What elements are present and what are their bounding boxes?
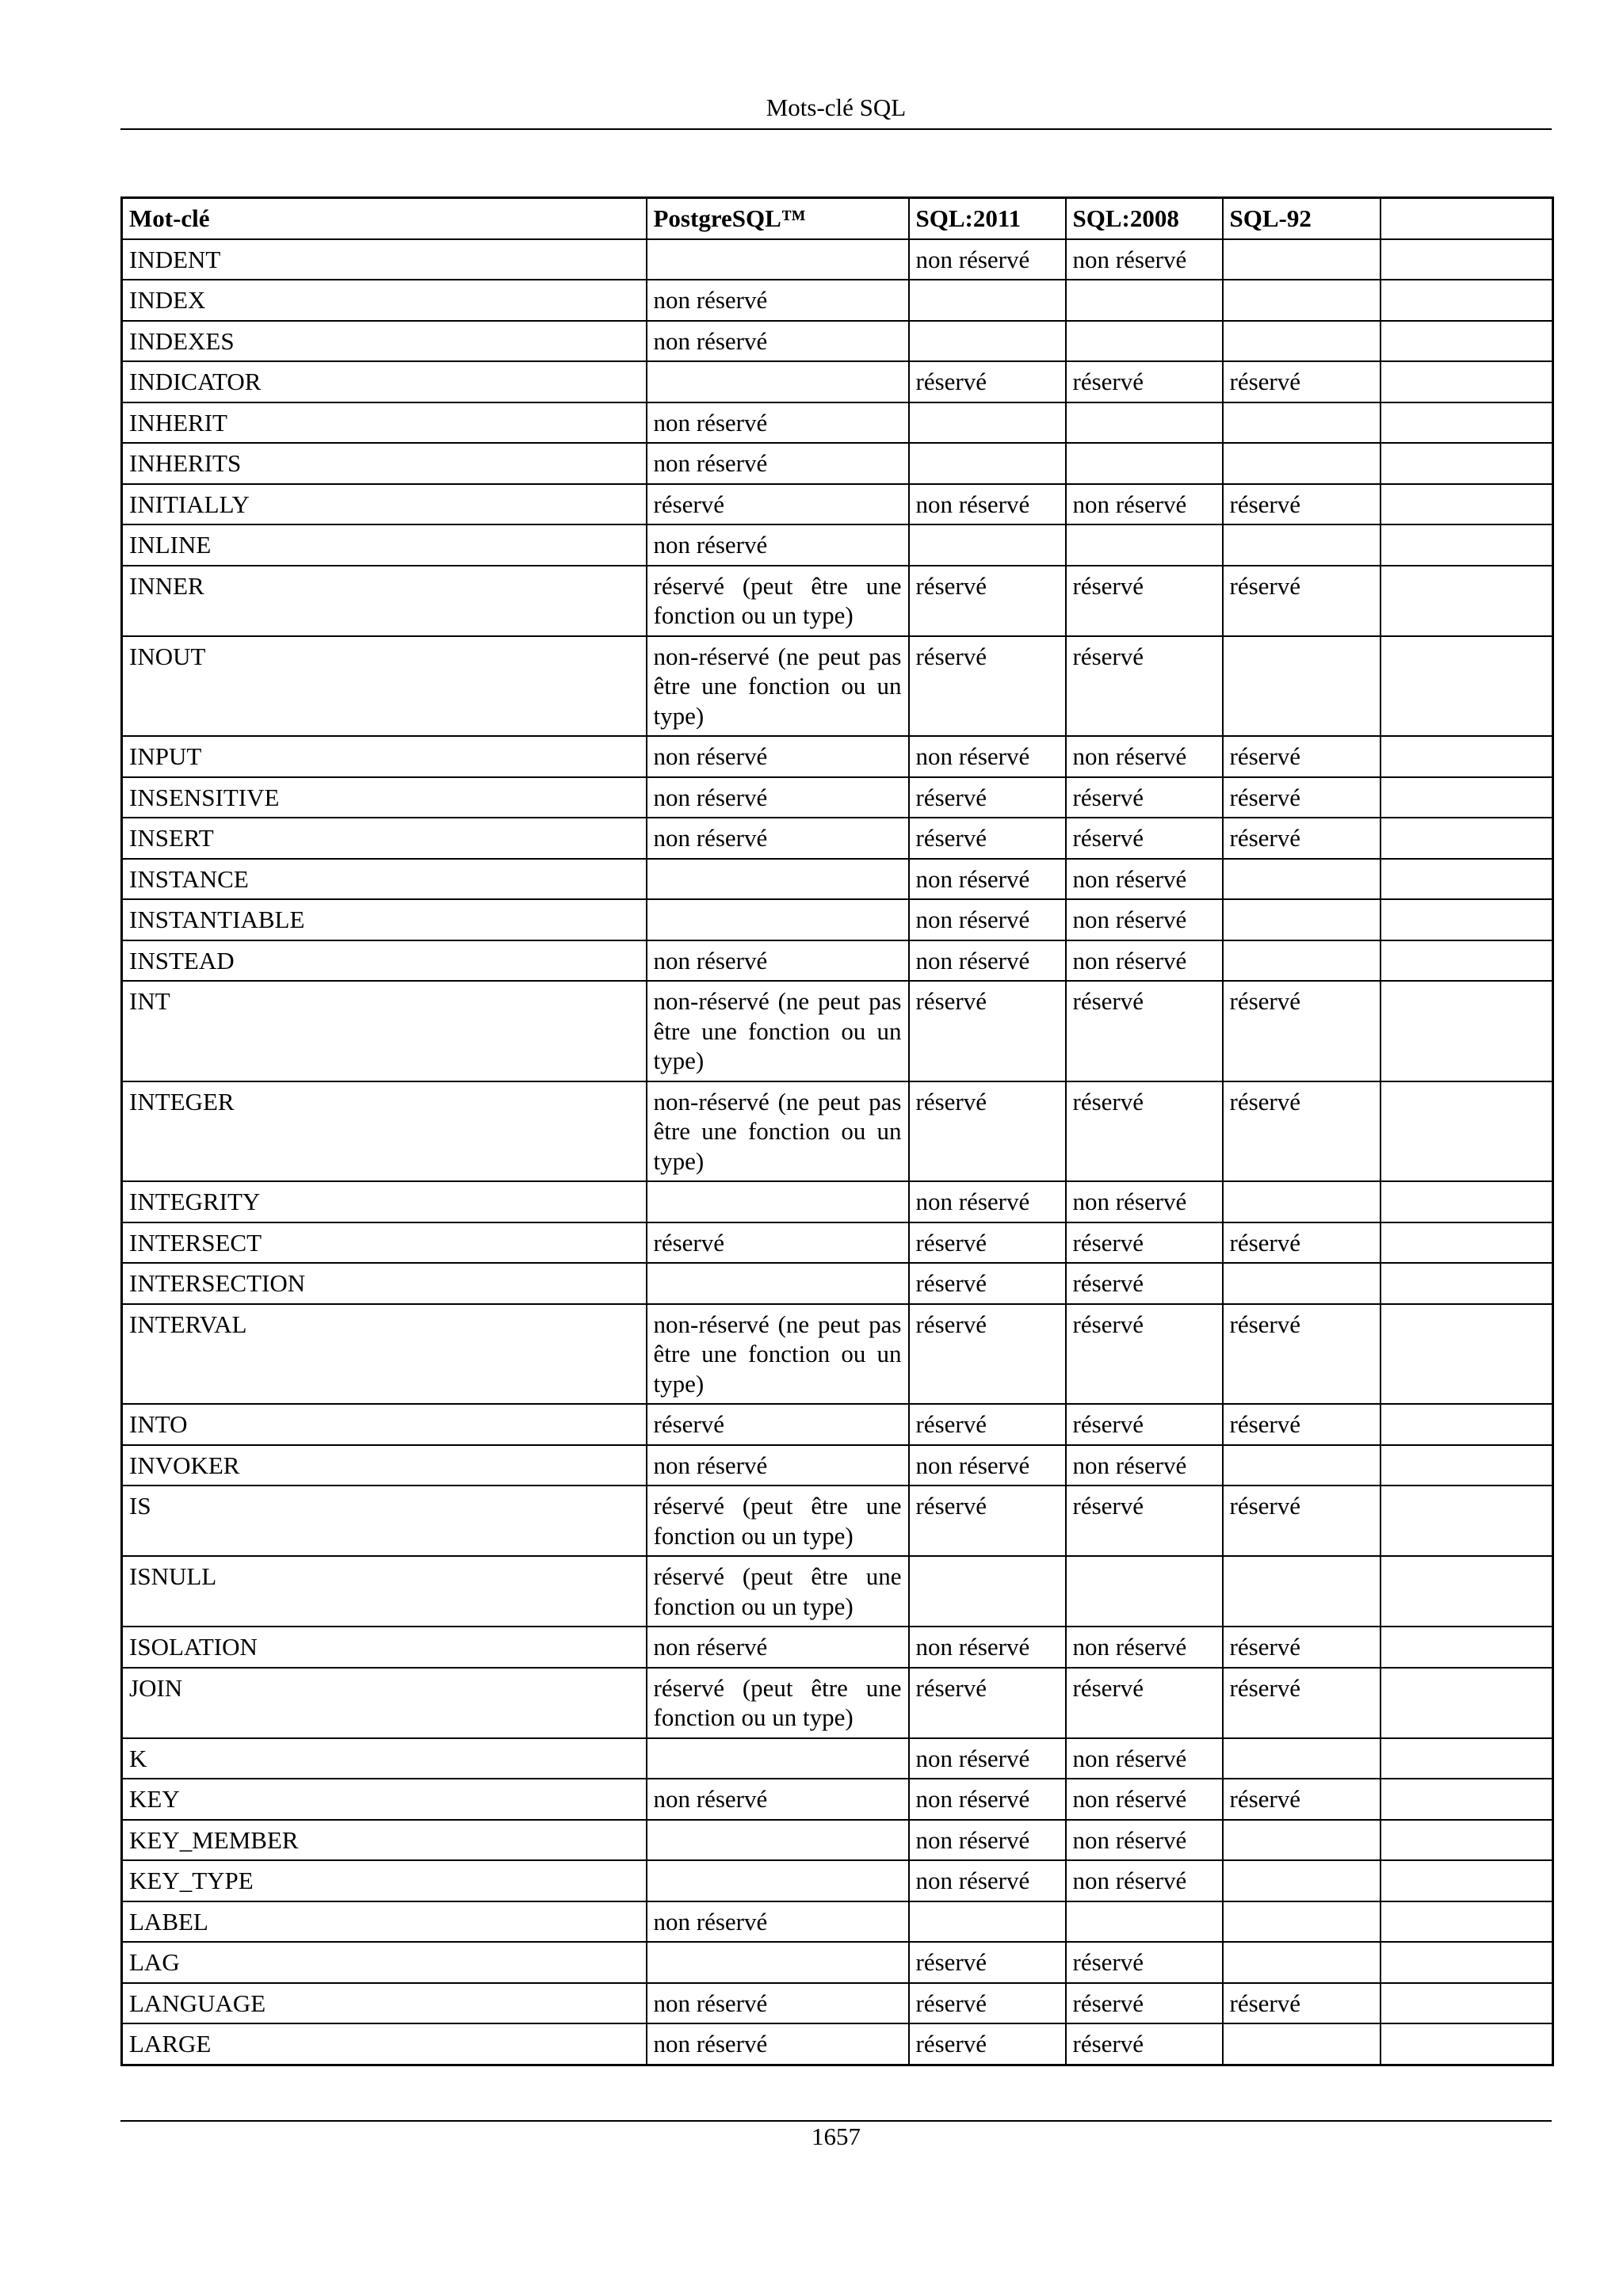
sql2011-cell: non réservé [909, 1181, 1066, 1222]
empty-cell [1381, 1486, 1553, 1556]
sql2011-cell: réservé [909, 361, 1066, 402]
empty-cell [1381, 1983, 1553, 2024]
sql92-cell [1223, 1738, 1381, 1779]
table-row [122, 899, 1553, 940]
keyword-cell: INITIALLY [122, 484, 647, 525]
table-row [122, 736, 1553, 777]
sql2008-cell: réservé [1066, 1404, 1223, 1445]
sql2011-cell: non réservé [909, 239, 1066, 280]
keyword-cell: INDICATOR [122, 361, 647, 402]
table-row [122, 1901, 1553, 1943]
sql2008-cell: réservé [1066, 1983, 1223, 2024]
keyword-cell: INSENSITIVE [122, 777, 647, 818]
table-row [122, 859, 1553, 900]
sql2011-cell [909, 1901, 1066, 1943]
keyword-cell: INSERT [122, 818, 647, 859]
sql2008-cell: non réservé [1066, 899, 1223, 940]
column-header-sql2011: SQL:2011 [909, 198, 1066, 239]
empty-cell [1381, 1081, 1553, 1182]
table-row [122, 280, 1553, 321]
sql2008-cell [1066, 1901, 1223, 1943]
table-row [122, 1263, 1553, 1304]
sql2008-cell [1066, 321, 1223, 362]
empty-cell [1381, 1263, 1553, 1304]
keyword-cell: LARGE [122, 2023, 647, 2065]
sql2011-cell: réservé [909, 566, 1066, 636]
sql2008-cell: réservé [1066, 981, 1223, 1081]
postgresql-cell [647, 859, 909, 900]
sql2008-cell [1066, 402, 1223, 444]
table-row [122, 566, 1553, 636]
sql2008-cell [1066, 280, 1223, 321]
keyword-cell: LAG [122, 1942, 647, 1983]
empty-cell [1381, 899, 1553, 940]
sql92-cell [1223, 1263, 1381, 1304]
sql2011-cell: non réservé [909, 1860, 1066, 1901]
sql2011-cell: non réservé [909, 736, 1066, 777]
empty-cell [1381, 1556, 1553, 1627]
sql2008-cell: réservé [1066, 1486, 1223, 1556]
sql92-cell: réservé [1223, 1668, 1381, 1738]
table-row [122, 484, 1553, 525]
sql2008-cell: non réservé [1066, 1181, 1223, 1222]
postgresql-cell [647, 1942, 909, 1983]
sql2011-cell: réservé [909, 1486, 1066, 1556]
header-rule [120, 128, 1552, 130]
table-body [122, 239, 1553, 2065]
keyword-cell: INDEXES [122, 321, 647, 362]
sql2011-cell: réservé [909, 981, 1066, 1081]
empty-cell [1381, 566, 1553, 636]
postgresql-cell: réservé (peut être une fonction ou un type) [647, 1668, 909, 1738]
empty-cell [1381, 484, 1553, 525]
empty-cell [1381, 1779, 1553, 1820]
sql2008-cell: réservé [1066, 777, 1223, 818]
postgresql-cell: non réservé [647, 818, 909, 859]
sql2011-cell [909, 524, 1066, 566]
sql2011-cell [909, 321, 1066, 362]
empty-cell [1381, 736, 1553, 777]
sql2008-cell: non réservé [1066, 484, 1223, 525]
table-row [122, 239, 1553, 280]
empty-cell [1381, 1942, 1553, 1983]
keyword-cell: IS [122, 1486, 647, 1556]
table-row [122, 321, 1553, 362]
keyword-cell: INSTEAD [122, 940, 647, 982]
column-header-keyword: Mot-clé [122, 198, 647, 239]
sql2011-cell: réservé [909, 818, 1066, 859]
sql2008-cell [1066, 1556, 1223, 1627]
table-row [122, 2023, 1553, 2065]
sql2008-cell: non réservé [1066, 940, 1223, 982]
sql2008-cell: réservé [1066, 1222, 1223, 1264]
sql2008-cell: non réservé [1066, 859, 1223, 900]
empty-cell [1381, 1860, 1553, 1901]
sql2011-cell: non réservé [909, 899, 1066, 940]
postgresql-cell: non-réservé (ne peut pas être une fonction ou un type) [647, 981, 909, 1081]
table-row [122, 1627, 1553, 1668]
sql2008-cell: non réservé [1066, 1627, 1223, 1668]
empty-cell [1381, 443, 1553, 484]
sql92-cell [1223, 239, 1381, 280]
table-row [122, 1820, 1553, 1861]
empty-cell [1381, 636, 1553, 737]
keyword-cell: INNER [122, 566, 647, 636]
sql92-cell [1223, 321, 1381, 362]
empty-cell [1381, 402, 1553, 444]
keyword-cell: INDENT [122, 239, 647, 280]
keyword-cell: INSTANTIABLE [122, 899, 647, 940]
postgresql-cell: non-réservé (ne peut pas être une fonction ou un type) [647, 1081, 909, 1182]
sql2011-cell: réservé [909, 2023, 1066, 2065]
sql92-cell: réservé [1223, 1404, 1381, 1445]
table-row [122, 443, 1553, 484]
table-row [122, 1081, 1553, 1182]
postgresql-cell: non-réservé (ne peut pas être une fonction ou un type) [647, 636, 909, 737]
table-row [122, 1668, 1553, 1738]
table-row [122, 636, 1553, 737]
postgresql-cell: réservé (peut être une fonction ou un type) [647, 1486, 909, 1556]
keyword-cell: INDEX [122, 280, 647, 321]
table-row [122, 361, 1553, 402]
sql2008-cell: non réservé [1066, 1445, 1223, 1486]
keyword-cell: INHERITS [122, 443, 647, 484]
empty-cell [1381, 1668, 1553, 1738]
keyword-cell: INT [122, 981, 647, 1081]
sql92-cell [1223, 2023, 1381, 2065]
keyword-cell: LABEL [122, 1901, 647, 1943]
empty-cell [1381, 524, 1553, 566]
sql2008-cell: réservé [1066, 818, 1223, 859]
postgresql-cell: non réservé [647, 1627, 909, 1668]
postgresql-cell [647, 361, 909, 402]
keyword-cell: INTERSECT [122, 1222, 647, 1264]
postgresql-cell [647, 1820, 909, 1861]
sql2011-cell: non réservé [909, 1738, 1066, 1779]
empty-cell [1381, 280, 1553, 321]
table-row [122, 1983, 1553, 2024]
sql92-cell: réservé [1223, 1304, 1381, 1405]
table-row [122, 1486, 1553, 1556]
postgresql-cell: non réservé [647, 1779, 909, 1820]
table-row [122, 1779, 1553, 1820]
sql92-cell [1223, 1181, 1381, 1222]
column-header-sql2008: SQL:2008 [1066, 198, 1223, 239]
table-row [122, 1304, 1553, 1405]
sql92-cell: réservé [1223, 1779, 1381, 1820]
postgresql-cell [647, 1263, 909, 1304]
sql92-cell: réservé [1223, 981, 1381, 1081]
sql2008-cell: non réservé [1066, 1820, 1223, 1861]
page-header-title: Mots-clé SQL [766, 93, 907, 121]
sql92-cell [1223, 859, 1381, 900]
empty-cell [1381, 1404, 1553, 1445]
table-row [122, 1738, 1553, 1779]
keyword-cell: LANGUAGE [122, 1983, 647, 2024]
table-row [122, 1222, 1553, 1264]
empty-cell [1381, 1820, 1553, 1861]
table-row [122, 1445, 1553, 1486]
table-row [122, 1404, 1553, 1445]
column-header-sql92: SQL-92 [1223, 198, 1381, 239]
sql92-cell: réservé [1223, 736, 1381, 777]
sql92-cell [1223, 1820, 1381, 1861]
postgresql-cell: non réservé [647, 1983, 909, 2024]
postgresql-cell: non réservé [647, 2023, 909, 2065]
sql92-cell: réservé [1223, 1222, 1381, 1264]
table-row [122, 981, 1553, 1081]
postgresql-cell: réservé (peut être une fonction ou un type) [647, 566, 909, 636]
postgresql-cell: non réservé [647, 280, 909, 321]
empty-cell [1381, 777, 1553, 818]
keyword-cell: INHERIT [122, 402, 647, 444]
keyword-cell: K [122, 1738, 647, 1779]
sql2011-cell: non réservé [909, 1779, 1066, 1820]
sql2011-cell: réservé [909, 1668, 1066, 1738]
table-row [122, 1556, 1553, 1627]
sql92-cell [1223, 402, 1381, 444]
table-row [122, 402, 1553, 444]
keyword-cell: JOIN [122, 1668, 647, 1738]
sql92-cell: réservé [1223, 1486, 1381, 1556]
sql2011-cell [909, 1556, 1066, 1627]
postgresql-cell [647, 239, 909, 280]
sql2011-cell: non réservé [909, 859, 1066, 900]
sql92-cell [1223, 636, 1381, 737]
sql92-cell [1223, 443, 1381, 484]
postgresql-cell [647, 1738, 909, 1779]
keyword-cell: KEY_TYPE [122, 1860, 647, 1901]
sql2008-cell: non réservé [1066, 1738, 1223, 1779]
sql2011-cell: non réservé [909, 484, 1066, 525]
keyword-cell: INPUT [122, 736, 647, 777]
empty-cell [1381, 981, 1553, 1081]
sql92-cell [1223, 1556, 1381, 1627]
sql2008-cell: réservé [1066, 1304, 1223, 1405]
postgresql-cell: réservé [647, 1404, 909, 1445]
sql2011-cell: réservé [909, 1983, 1066, 2024]
sql2011-cell [909, 280, 1066, 321]
sql2011-cell: non réservé [909, 940, 1066, 982]
sql92-cell [1223, 1860, 1381, 1901]
keyword-cell: INTERVAL [122, 1304, 647, 1405]
empty-cell [1381, 818, 1553, 859]
sql2011-cell: réservé [909, 777, 1066, 818]
sql2008-cell [1066, 524, 1223, 566]
sql2008-cell [1066, 443, 1223, 484]
sql2011-cell: réservé [909, 1263, 1066, 1304]
sql2008-cell: non réservé [1066, 736, 1223, 777]
column-header-postgresql: PostgreSQL™ [647, 198, 909, 239]
sql92-cell: réservé [1223, 818, 1381, 859]
table-row [122, 1942, 1553, 1983]
sql92-cell: réservé [1223, 777, 1381, 818]
sql2011-cell [909, 402, 1066, 444]
sql92-cell [1223, 280, 1381, 321]
postgresql-cell: réservé (peut être une fonction ou un type) [647, 1556, 909, 1627]
page-number: 1657 [812, 2122, 861, 2150]
sql2008-cell: non réservé [1066, 1860, 1223, 1901]
empty-cell [1381, 1304, 1553, 1405]
keyword-cell: INSTANCE [122, 859, 647, 900]
postgresql-cell: non réservé [647, 736, 909, 777]
empty-cell [1381, 1738, 1553, 1779]
sql92-cell: réservé [1223, 484, 1381, 525]
sql2008-cell: réservé [1066, 1942, 1223, 1983]
table-row [122, 940, 1553, 982]
keyword-cell: ISOLATION [122, 1627, 647, 1668]
postgresql-cell: réservé [647, 484, 909, 525]
empty-cell [1381, 1901, 1553, 1943]
sql2011-cell: non réservé [909, 1820, 1066, 1861]
sql92-cell: réservé [1223, 1081, 1381, 1182]
empty-cell [1381, 1627, 1553, 1668]
sql2008-cell: réservé [1066, 1081, 1223, 1182]
keyword-cell: INTEGER [122, 1081, 647, 1182]
sql2011-cell: non réservé [909, 1445, 1066, 1486]
sql92-cell [1223, 1445, 1381, 1486]
postgresql-cell [647, 1181, 909, 1222]
postgresql-cell: non réservé [647, 1445, 909, 1486]
sql92-cell [1223, 524, 1381, 566]
sql2008-cell: réservé [1066, 1263, 1223, 1304]
postgresql-cell [647, 1860, 909, 1901]
postgresql-cell: réservé [647, 1222, 909, 1264]
sql2008-cell: réservé [1066, 2023, 1223, 2065]
sql92-cell [1223, 940, 1381, 982]
sql2011-cell: non réservé [909, 1627, 1066, 1668]
sql2011-cell: réservé [909, 1942, 1066, 1983]
empty-cell [1381, 1181, 1553, 1222]
sql92-cell: réservé [1223, 1627, 1381, 1668]
empty-cell [1381, 1222, 1553, 1264]
postgresql-cell: non-réservé (ne peut pas être une fonction ou un type) [647, 1304, 909, 1405]
postgresql-cell: non réservé [647, 777, 909, 818]
table-row [122, 1181, 1553, 1222]
column-header-empty [1381, 198, 1553, 239]
empty-cell [1381, 859, 1553, 900]
keyword-cell: INOUT [122, 636, 647, 737]
keyword-cell: KEY_MEMBER [122, 1820, 647, 1861]
postgresql-cell: non réservé [647, 1901, 909, 1943]
sql92-cell: réservé [1223, 566, 1381, 636]
empty-cell [1381, 940, 1553, 982]
table-row [122, 777, 1553, 818]
sql2011-cell: réservé [909, 1081, 1066, 1182]
postgresql-cell: non réservé [647, 940, 909, 982]
sql2011-cell: réservé [909, 1222, 1066, 1264]
sql2008-cell: réservé [1066, 361, 1223, 402]
postgresql-cell: non réservé [647, 524, 909, 566]
empty-cell [1381, 321, 1553, 362]
keywords-table [120, 196, 1554, 2066]
keyword-cell: ISNULL [122, 1556, 647, 1627]
keyword-cell: KEY [122, 1779, 647, 1820]
sql2008-cell: réservé [1066, 1668, 1223, 1738]
sql2008-cell: réservé [1066, 566, 1223, 636]
postgresql-cell: non réservé [647, 402, 909, 444]
sql92-cell [1223, 899, 1381, 940]
sql2011-cell: réservé [909, 636, 1066, 737]
table-row [122, 1860, 1553, 1901]
empty-cell [1381, 1445, 1553, 1486]
sql2008-cell: non réservé [1066, 239, 1223, 280]
empty-cell [1381, 2023, 1553, 2065]
keyword-cell: INTEGRITY [122, 1181, 647, 1222]
sql92-cell: réservé [1223, 361, 1381, 402]
keyword-cell: INTO [122, 1404, 647, 1445]
sql2011-cell: réservé [909, 1304, 1066, 1405]
table-header-row [122, 198, 1553, 239]
sql92-cell [1223, 1942, 1381, 1983]
sql92-cell: réservé [1223, 1983, 1381, 2024]
sql2011-cell: réservé [909, 1404, 1066, 1445]
empty-cell [1381, 361, 1553, 402]
keyword-cell: INLINE [122, 524, 647, 566]
keyword-cell: INTERSECTION [122, 1263, 647, 1304]
empty-cell [1381, 239, 1553, 280]
sql2008-cell: non réservé [1066, 1779, 1223, 1820]
sql2008-cell: réservé [1066, 636, 1223, 737]
postgresql-cell: non réservé [647, 321, 909, 362]
table-row [122, 818, 1553, 859]
table-row [122, 524, 1553, 566]
postgresql-cell: non réservé [647, 443, 909, 484]
postgresql-cell [647, 899, 909, 940]
keyword-cell: INVOKER [122, 1445, 647, 1486]
sql92-cell [1223, 1901, 1381, 1943]
sql2011-cell [909, 443, 1066, 484]
